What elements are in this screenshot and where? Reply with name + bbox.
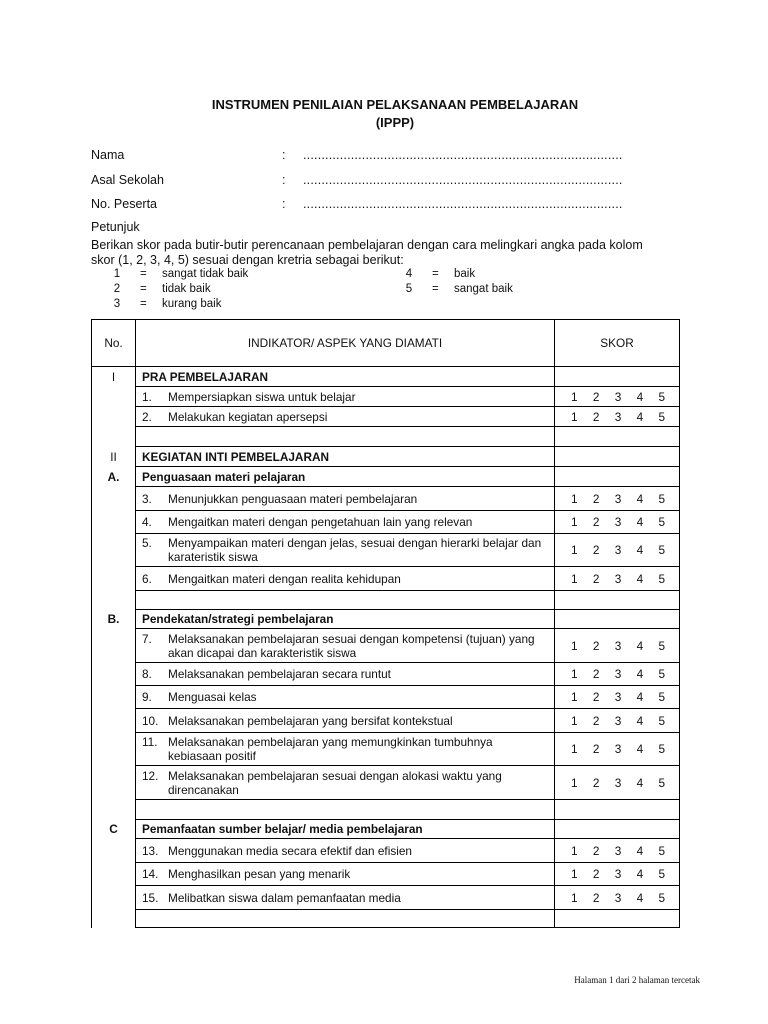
score-cell	[555, 610, 680, 629]
row-number-cell	[92, 567, 136, 591]
indicator-text: Menunjukkan penguasaan materi pembelajaran	[168, 491, 418, 506]
score-option-1[interactable]: 1	[571, 491, 578, 506]
score-cell	[555, 407, 680, 427]
scale-equals: =	[432, 283, 439, 295]
score-option-5[interactable]: 5	[658, 409, 665, 424]
score-options	[561, 515, 673, 529]
score-option-3[interactable]: 3	[614, 409, 622, 424]
score-option-2[interactable]: 2	[592, 571, 600, 586]
indicator-item	[142, 891, 548, 905]
score-option-4[interactable]: 4	[636, 409, 644, 424]
score-options	[561, 891, 673, 905]
score-option-3[interactable]: 3	[614, 638, 622, 653]
indicator-item	[142, 515, 548, 529]
score-option-4[interactable]: 4	[636, 515, 644, 529]
indicator-number: 14.	[142, 867, 159, 881]
score-option-5[interactable]: 5	[658, 638, 665, 653]
score-options	[561, 844, 673, 858]
section-row	[92, 447, 680, 467]
indicator-number: 2.	[142, 409, 152, 424]
score-cell	[555, 534, 680, 567]
score-option-5[interactable]: 5	[658, 867, 665, 881]
empty-cell	[136, 427, 555, 447]
score-option-4[interactable]: 4	[636, 690, 644, 704]
row-number-cell	[92, 663, 136, 686]
score-option-4[interactable]: 4	[636, 742, 644, 756]
subsection-row	[92, 610, 680, 629]
score-option-1[interactable]: 1	[571, 667, 578, 681]
score-cell	[555, 387, 680, 407]
score-option-4[interactable]: 4	[636, 491, 644, 506]
score-cell	[555, 663, 680, 686]
document-title: INSTRUMEN PENILAIAN PELAKSANAAN PEMBELAJARAN	[211, 97, 579, 112]
field-blank: .......................................................................................	[303, 173, 623, 187]
indicator-cell	[136, 567, 555, 591]
indicator-cell	[136, 534, 555, 567]
score-option-3[interactable]: 3	[614, 389, 622, 404]
indicator-row	[92, 511, 680, 534]
score-option-3[interactable]: 3	[614, 491, 622, 506]
score-option-3[interactable]: 3	[614, 667, 622, 681]
score-option-3[interactable]: 3	[614, 867, 622, 881]
score-option-5[interactable]: 5	[658, 742, 665, 756]
row-number-cell	[92, 591, 136, 610]
row-number-cell	[92, 886, 136, 910]
indicator-row	[92, 709, 680, 733]
indicator-text: Mempersiapkan siswa untuk belajar	[168, 389, 356, 404]
indicator-cell	[136, 487, 555, 511]
score-cell	[555, 567, 680, 591]
row-number-cell	[92, 766, 136, 800]
scale-number: 2	[113, 283, 121, 295]
indicator-row	[92, 886, 680, 910]
indicator-cell	[136, 511, 555, 534]
blank-row	[92, 910, 680, 928]
score-options	[561, 742, 673, 756]
score-cell	[555, 686, 680, 709]
score-cell	[555, 447, 680, 467]
field-colon: :	[282, 173, 286, 187]
score-cell	[555, 886, 680, 910]
score-cell	[555, 910, 680, 928]
indicator-text: Melaksanakan pembelajaran sesuai dengan kompetensi (tujuan) yang akan dicapai dan karakteristik siswa	[168, 631, 535, 660]
document-subtitle: (IPPP)	[375, 115, 415, 130]
page-footer: Halaman 1 dari 2 halaman tercetak	[574, 975, 700, 985]
scale-text: sangat tidak baik	[162, 268, 249, 280]
indicator-cell	[136, 733, 555, 766]
indicator-cell	[136, 839, 555, 863]
score-option-3[interactable]: 3	[614, 775, 622, 790]
indicator-text: Menggunakan media secara efektif dan efisien	[168, 843, 412, 858]
field-colon: :	[282, 197, 286, 211]
scale-number: 3	[113, 298, 121, 310]
score-cell	[555, 487, 680, 511]
score-option-5[interactable]: 5	[658, 690, 665, 704]
score-options	[561, 667, 673, 681]
assessment-table	[91, 319, 680, 928]
indicator-cell	[136, 663, 555, 686]
header-skor: SKOR	[555, 320, 680, 367]
indicator-item	[142, 844, 548, 858]
indicator-row	[92, 863, 680, 886]
indicator-cell	[136, 686, 555, 709]
scale-equals: =	[140, 298, 147, 310]
indicator-item	[142, 714, 548, 728]
score-option-1[interactable]: 1	[571, 742, 578, 756]
score-option-5[interactable]: 5	[658, 775, 665, 790]
row-number-cell	[92, 487, 136, 511]
scale-equals: =	[432, 268, 439, 280]
header-indikator: INDIKATOR/ ASPEK YANG DIAMATI	[136, 320, 555, 367]
score-cell	[555, 820, 680, 839]
section-heading: Pendekatan/strategi pembelajaran	[136, 610, 555, 629]
score-cell	[555, 427, 680, 447]
scale-number: 5	[405, 283, 413, 295]
row-number-cell	[92, 427, 136, 447]
score-option-2[interactable]: 2	[592, 638, 600, 653]
indicator-text: Melakukan kegiatan apersepsi	[168, 409, 328, 424]
indicator-row	[92, 839, 680, 863]
score-option-2[interactable]: 2	[592, 713, 600, 728]
field-blank: .......................................................................................	[303, 148, 623, 162]
score-option-5[interactable]: 5	[658, 713, 665, 728]
subsection-row	[92, 820, 680, 839]
indicator-cell	[136, 863, 555, 886]
indicator-row	[92, 663, 680, 686]
score-options	[561, 714, 673, 728]
score-option-1[interactable]: 1	[571, 843, 578, 858]
score-option-3[interactable]: 3	[614, 843, 622, 858]
score-option-1[interactable]: 1	[571, 867, 578, 881]
indicator-row	[92, 567, 680, 591]
instructions-heading: Petunjuk	[91, 220, 140, 234]
score-cell	[555, 367, 680, 387]
score-option-5[interactable]: 5	[658, 843, 665, 858]
score-options	[561, 639, 673, 653]
indicator-item	[142, 690, 548, 704]
indicator-number: 11.	[142, 735, 158, 749]
row-number-cell	[92, 839, 136, 863]
score-option-1[interactable]: 1	[571, 389, 578, 404]
score-option-1[interactable]: 1	[571, 713, 578, 728]
row-number-cell: A.	[92, 467, 136, 487]
row-number-cell	[92, 709, 136, 733]
score-option-1[interactable]: 1	[571, 690, 578, 704]
indicator-item	[142, 769, 548, 797]
indicator-item	[142, 667, 548, 681]
score-option-3[interactable]: 3	[614, 890, 622, 905]
indicator-number: 5.	[142, 536, 152, 550]
indicator-cell	[136, 407, 555, 427]
score-cell	[555, 733, 680, 766]
score-option-4[interactable]: 4	[636, 713, 644, 728]
row-number-cell: C	[92, 820, 136, 839]
score-option-1[interactable]: 1	[571, 890, 578, 905]
score-option-4[interactable]: 4	[636, 638, 644, 653]
indicator-row	[92, 387, 680, 407]
indicator-text: Melaksanakan pembelajaran sesuai dengan alokasi waktu yang direncanakan	[168, 768, 502, 797]
row-number-cell: II	[92, 447, 136, 467]
score-option-3[interactable]: 3	[614, 742, 622, 756]
indicator-number: 15.	[142, 890, 159, 905]
score-option-2[interactable]: 2	[592, 667, 600, 681]
score-cell	[555, 467, 680, 487]
score-options	[561, 543, 673, 557]
score-option-5[interactable]: 5	[658, 491, 665, 506]
score-option-4[interactable]: 4	[636, 867, 644, 881]
scale-number: 1	[113, 268, 121, 280]
score-option-3[interactable]: 3	[614, 690, 622, 704]
indicator-text: Menyampaikan materi dengan jelas, sesuai dengan hierarki belajar dan karateristik siswa	[168, 536, 542, 564]
score-cell	[555, 800, 680, 820]
section-heading: PRA PEMBELAJARAN	[136, 367, 555, 387]
indicator-item	[142, 572, 548, 586]
score-option-4[interactable]: 4	[636, 389, 644, 404]
empty-cell	[136, 591, 555, 610]
indicator-row	[92, 487, 680, 511]
row-number-cell	[92, 629, 136, 663]
row-number-cell: I	[92, 367, 136, 387]
score-option-4[interactable]: 4	[636, 843, 644, 858]
score-option-4[interactable]: 4	[636, 543, 644, 557]
scale-text: tidak baik	[162, 283, 211, 295]
row-number-cell	[92, 863, 136, 886]
indicator-text: Melaksanakan pembelajaran secara runtut	[168, 667, 391, 681]
section-heading: Pemanfaatan sumber belajar/ media pembelajaran	[136, 820, 555, 839]
score-option-2[interactable]: 2	[592, 742, 600, 756]
score-option-5[interactable]: 5	[658, 571, 665, 586]
indicator-number: 12.	[142, 768, 159, 783]
empty-cell	[136, 910, 555, 928]
row-number-cell	[92, 800, 136, 820]
score-option-1[interactable]: 1	[571, 515, 578, 529]
score-option-4[interactable]: 4	[636, 571, 644, 586]
indicator-text: Mengaitkan materi dengan pengetahuan lain yang relevan	[168, 515, 473, 529]
indicator-number: 1.	[142, 389, 152, 404]
indicator-row	[92, 766, 680, 800]
indicator-number: 13.	[142, 843, 159, 858]
indicator-row	[92, 629, 680, 663]
indicator-cell	[136, 886, 555, 910]
score-option-3[interactable]: 3	[614, 543, 622, 557]
score-options	[561, 492, 673, 506]
indicator-text: Mengaitkan materi dengan realita kehidupan	[168, 571, 401, 586]
score-cell	[555, 766, 680, 800]
indicator-cell	[136, 709, 555, 733]
section-row	[92, 367, 680, 387]
score-option-5[interactable]: 5	[658, 515, 665, 529]
scale-equals: =	[140, 268, 147, 280]
score-cell	[555, 863, 680, 886]
score-cell	[555, 709, 680, 733]
score-options	[561, 776, 673, 790]
score-option-2[interactable]: 2	[592, 543, 600, 557]
row-number-cell	[92, 534, 136, 567]
blank-row	[92, 591, 680, 610]
field-label: Nama	[91, 148, 125, 162]
score-option-2[interactable]: 2	[592, 890, 600, 905]
score-option-5[interactable]: 5	[658, 543, 665, 557]
scale-text: baik	[454, 268, 476, 280]
indicator-row	[92, 733, 680, 766]
row-number-cell	[92, 910, 136, 928]
score-options	[561, 410, 673, 424]
indicator-number: 8.	[142, 667, 152, 681]
indicator-text: Menguasai kelas	[168, 690, 257, 704]
blank-row	[92, 427, 680, 447]
indicator-text: Melibatkan siswa dalam pemanfaatan media	[168, 890, 401, 905]
score-option-2[interactable]: 2	[592, 409, 600, 424]
score-option-1[interactable]: 1	[571, 571, 578, 586]
header-no: No.	[92, 320, 136, 367]
indicator-cell	[136, 766, 555, 800]
indicator-text: Melaksanakan pembelajaran yang bersifat kontekstual	[168, 713, 453, 728]
score-option-4[interactable]: 4	[636, 890, 644, 905]
field-blank: .......................................................................................	[303, 197, 623, 211]
field-label: Asal Sekolah	[91, 173, 164, 187]
indicator-item	[142, 536, 548, 564]
scale-number: 4	[405, 268, 413, 280]
indicator-item	[142, 492, 548, 506]
scale-text: sangat baik	[454, 283, 513, 295]
indicator-item	[142, 632, 548, 660]
row-number-cell	[92, 407, 136, 427]
score-option-5[interactable]: 5	[658, 890, 665, 905]
indicator-cell	[136, 387, 555, 407]
score-cell	[555, 511, 680, 534]
indicator-row	[92, 686, 680, 709]
score-option-5[interactable]: 5	[658, 389, 665, 404]
indicator-number: 3.	[142, 491, 152, 506]
score-option-4[interactable]: 4	[636, 775, 644, 790]
scale-text: kurang baik	[162, 298, 222, 310]
score-cell	[555, 839, 680, 863]
score-option-2[interactable]: 2	[592, 515, 600, 529]
score-option-2[interactable]: 2	[592, 843, 600, 858]
section-heading: Penguasaan materi pelajaran	[136, 467, 555, 487]
score-options	[561, 867, 673, 881]
indicator-cell	[136, 629, 555, 663]
indicator-item	[142, 410, 548, 424]
score-option-4[interactable]: 4	[636, 667, 644, 681]
row-number-cell: B.	[92, 610, 136, 629]
indicator-row	[92, 534, 680, 567]
score-cell	[555, 591, 680, 610]
score-options	[561, 690, 673, 704]
scale-equals: =	[140, 283, 147, 295]
row-number-cell	[92, 686, 136, 709]
subsection-row	[92, 467, 680, 487]
blank-row	[92, 800, 680, 820]
row-number-cell	[92, 511, 136, 534]
score-option-1[interactable]: 1	[571, 638, 578, 653]
score-cell	[555, 629, 680, 663]
indicator-number: 10.	[142, 713, 159, 728]
score-option-3[interactable]: 3	[614, 713, 622, 728]
score-options	[561, 390, 673, 404]
indicator-number: 7.	[142, 631, 152, 646]
field-label: No. Peserta	[91, 197, 158, 211]
empty-cell	[136, 800, 555, 820]
score-option-1[interactable]: 1	[571, 775, 578, 790]
instructions-line-1: Berikan skor pada butir-butir perencanaan pembelajaran dengan cara melingkari angka pada kolom	[91, 238, 643, 252]
score-option-1[interactable]: 1	[571, 409, 578, 424]
score-option-2[interactable]: 2	[592, 491, 600, 506]
indicator-number: 4.	[142, 515, 152, 529]
score-option-2[interactable]: 2	[592, 775, 600, 790]
score-option-1[interactable]: 1	[571, 543, 578, 557]
score-option-5[interactable]: 5	[658, 667, 665, 681]
field-colon: :	[282, 148, 286, 162]
indicator-text: Menghasilkan pesan yang menarik	[168, 867, 351, 881]
section-heading: KEGIATAN INTI PEMBELAJARAN	[136, 447, 555, 467]
score-option-2[interactable]: 2	[592, 389, 600, 404]
instructions-line-2: skor (1, 2, 3, 4, 5) sesuai dengan kretria sebagai berikut:	[91, 253, 404, 267]
indicator-item	[142, 390, 548, 404]
indicator-item	[142, 735, 548, 763]
score-option-3[interactable]: 3	[614, 571, 622, 586]
indicator-text: Melaksanakan pembelajaran yang memungkinkan tumbuhnya kebiasaan positif	[168, 735, 493, 763]
score-options	[561, 572, 673, 586]
score-option-2[interactable]: 2	[592, 690, 600, 704]
indicator-number: 6.	[142, 571, 152, 586]
indicator-number: 9.	[142, 690, 152, 704]
indicator-row	[92, 407, 680, 427]
row-number-cell	[92, 387, 136, 407]
indicator-item	[142, 867, 548, 881]
score-option-3[interactable]: 3	[614, 515, 622, 529]
score-option-2[interactable]: 2	[592, 867, 600, 881]
table-header-row	[92, 320, 680, 367]
row-number-cell	[92, 733, 136, 766]
